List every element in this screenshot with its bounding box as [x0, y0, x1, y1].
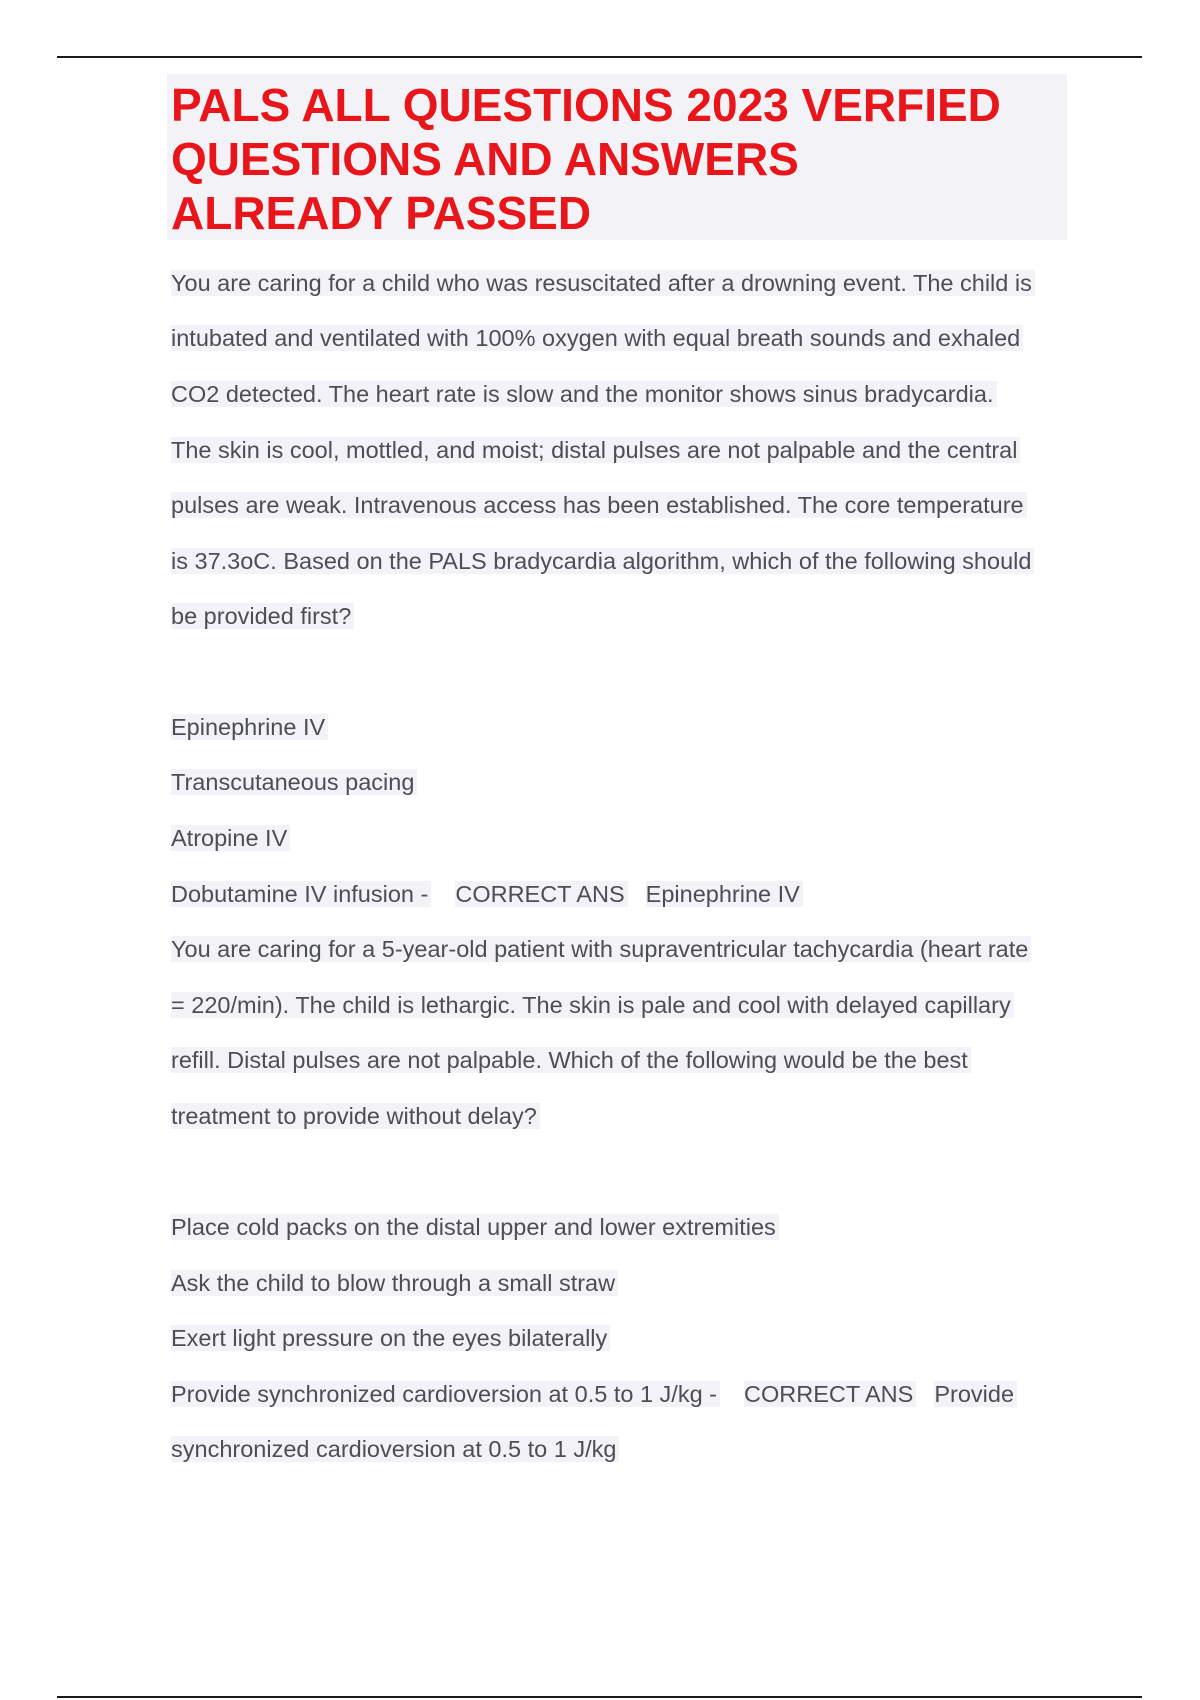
bottom-rule — [57, 1696, 1142, 1698]
correct-answer-label: CORRECT ANS — [455, 881, 627, 907]
question-stem-line: refill. Distal pulses are not palpable. Which of the following would be the best — [171, 1045, 971, 1075]
answer-option: Place cold packs on the distal upper and lower extremities — [171, 1212, 779, 1242]
question-stem-line: = 220/min). The child is lethargic. The skin is pale and cool with delayed capillary — [171, 990, 1014, 1020]
document-title-line-3: ALREADY PASSED — [171, 187, 592, 239]
answer-option: Ask the child to blow through a small straw — [171, 1268, 618, 1298]
answer-option: Exert light pressure on the eyes bilaterally — [171, 1323, 610, 1353]
question-stem-line: CO2 detected. The heart rate is slow and the monitor shows sinus bradycardia. — [171, 379, 997, 409]
answer-option: Provide synchronized cardioversion at 0.5 to 1 J/kg - — [171, 1381, 720, 1407]
correct-answer-continuation: synchronized cardioversion at 0.5 to 1 J/kg — [171, 1434, 619, 1464]
question-stem-line: is 37.3oC. Based on the PALS bradycardia algorithm, which of the following should — [171, 546, 1034, 576]
answer-option: Dobutamine IV infusion - — [171, 881, 431, 907]
question-stem-line: pulses are weak. Intravenous access has been established. The core temperature — [171, 490, 1027, 520]
document-title-line-1: PALS ALL QUESTIONS 2023 VERFIED — [171, 79, 1001, 131]
answer-option-with-correct-answer — [171, 879, 803, 909]
question-stem-line: treatment to provide without delay? — [171, 1101, 540, 1131]
correct-answer-label: CORRECT ANS — [744, 1381, 916, 1407]
document-title-line-2: QUESTIONS AND ANSWERS — [171, 133, 799, 185]
question-stem-line: You are caring for a child who was resuscitated after a drowning event. The child is — [171, 268, 1035, 298]
question-stem-line: The skin is cool, mottled, and moist; distal pulses are not palpable and the central — [171, 435, 1020, 465]
correct-answer-text: Provide — [934, 1381, 1017, 1407]
top-rule — [57, 56, 1142, 58]
question-stem-line: intubated and ventilated with 100% oxygen with equal breath sounds and exhaled — [171, 323, 1023, 353]
answer-option: Epinephrine IV — [171, 712, 328, 742]
correct-answer-text: Epinephrine IV — [646, 881, 803, 907]
answer-option: Atropine IV — [171, 823, 290, 853]
question-stem-line: You are caring for a 5-year-old patient with supraventricular tachycardia (heart rate — [171, 934, 1031, 964]
question-stem-line: be provided first? — [171, 601, 354, 631]
answer-option-with-correct-answer — [171, 1379, 1017, 1409]
answer-option: Transcutaneous pacing — [171, 767, 417, 797]
